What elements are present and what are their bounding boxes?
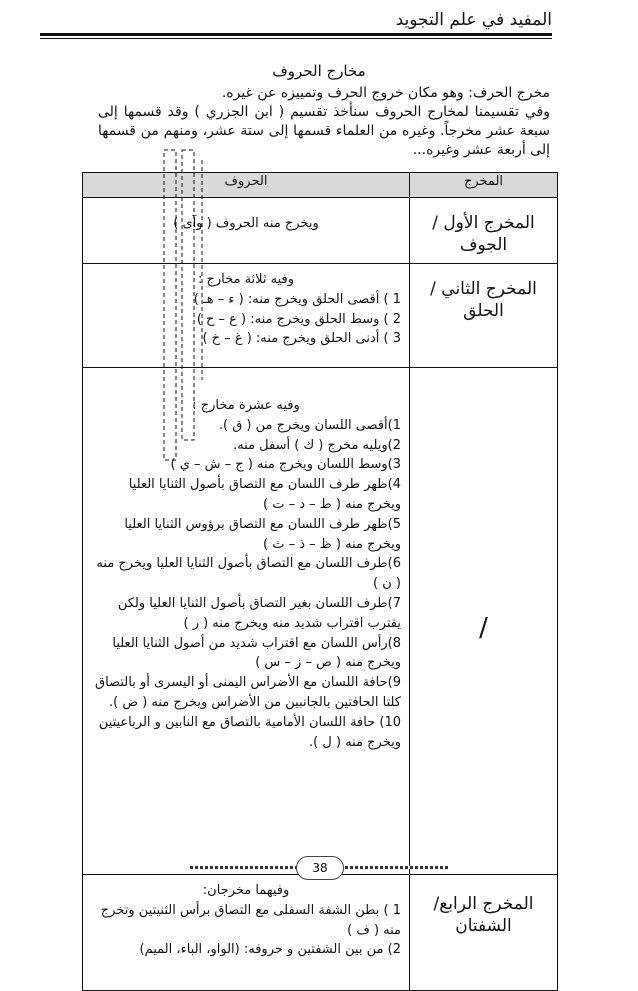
intro-definition: مخرج الحرف: وهو مكان خروج الحرف وتمييزه عن غيره. [221,85,550,101]
huroof-cell [83,875,410,991]
huroof-cell [83,198,410,264]
header-rule [40,33,552,36]
huroof-line: 9)حافة اللسان مع الأضراس اليمنى أو اليسرى أو بالتصاق كلتا الحافتين بالجانبين من الأضراس ويخرج منه ( ض ). [95,675,401,710]
huroof-line: 10) حافة اللسان الأمامية بالتصاق مع النابين و الرباعيتين ويخرج منه ( ل ). [98,714,401,750]
huroof-line: 8)رأس اللسان مع اقتراب شديد من أصول الثنايا العليا ويخرج منه ( ص – ز – س ) [112,635,401,671]
huroof-line: ويخرج منه الحروف ( وآى ) [173,216,319,231]
book-title: المفيد في علم التجويد [395,10,552,30]
huroof-line: 2) من بين الشفتين و حروفه: (الواو، الباء، الميم) [139,942,401,958]
huroof-line: وفيهما مخرجان: [202,883,290,898]
huroof-line: 1 ) أقصى الحلق ويخرج منه: ( ء – هـ ) [193,291,401,307]
header-huroof: الحروف [83,173,410,198]
header-rule-thin [40,38,552,39]
huroof-cell [83,264,410,368]
huroof-line: 4)ظهر طرف اللسان مع التصاق بأصول الثنايا العليا ويخرج منه ( ط – د – ت ) [128,477,401,512]
header-makhraj: المخرج [410,173,558,198]
huroof-line: 7)طرف اللسان بغير التصاق بأصول الثنايا العليا ولكن يقترب اقتراب شديد منه ويخرج منه ( ر ) [117,595,401,631]
huroof-line: وفيه ثلاثة مخارج : [197,272,295,287]
huroof-line: 3 ) أدنى الحلق ويخرج منه: ( غ – خ ) [202,331,401,347]
makhraj-cell: المخرج الثاني / الحلق [410,264,558,368]
huroof-line: 1 ) بطن الشفة السفلى مع التصاق برأس الثنيتين وتخرج منه ( ف ) [100,902,401,938]
page-number: 38 [296,856,344,880]
huroof-line: 2 ) وسط الحلق ويخرج منه: ( ع – ح ) [196,311,401,327]
huroof-cell [83,368,410,875]
huroof-line: 5)ظهر طرف اللسان مع التصاق برؤوس الثنايا العليا ويخرج منه ( ظ – ذ – ث ) [124,516,401,552]
makhraj-cell: / [410,368,558,875]
huroof-line: 3)وسط اللسان ويخرج منه ( ج – ش – ي ) [170,457,401,473]
makhraj-cell: المخرج الرابع/ الشفتان [410,875,558,991]
huroof-line: 2)ويليه مخرج ( ك ) أسفل منه. [233,437,401,453]
decorative-dashed-frame [150,140,230,470]
makhraj-cell: المخرج الأول / الجوف [410,198,558,264]
intro-division: وفي تقسيمنا لمخارج الحروف سنأخذ تقسيم ( ابن الجزري ) وقد قسمها إلى سبعة عشر مخرجاً. وغيره من العلماء قسمها إلى ستة عشر، ومنهم من قسمها إلى أربعة عشر وغيره... [98,104,550,158]
table-row [83,875,558,991]
section-title: مخارج الحروف [272,62,366,80]
huroof-line: وفيه عشرة مخارج : [192,398,300,413]
huroof-line: 1)أقصى اللسان ويخرج من ( ق ). [218,417,401,433]
huroof-line: 6)طرف اللسان مع التصاق بأصول الثنايا العليا ويخرج منه ( ن ) [96,556,401,592]
